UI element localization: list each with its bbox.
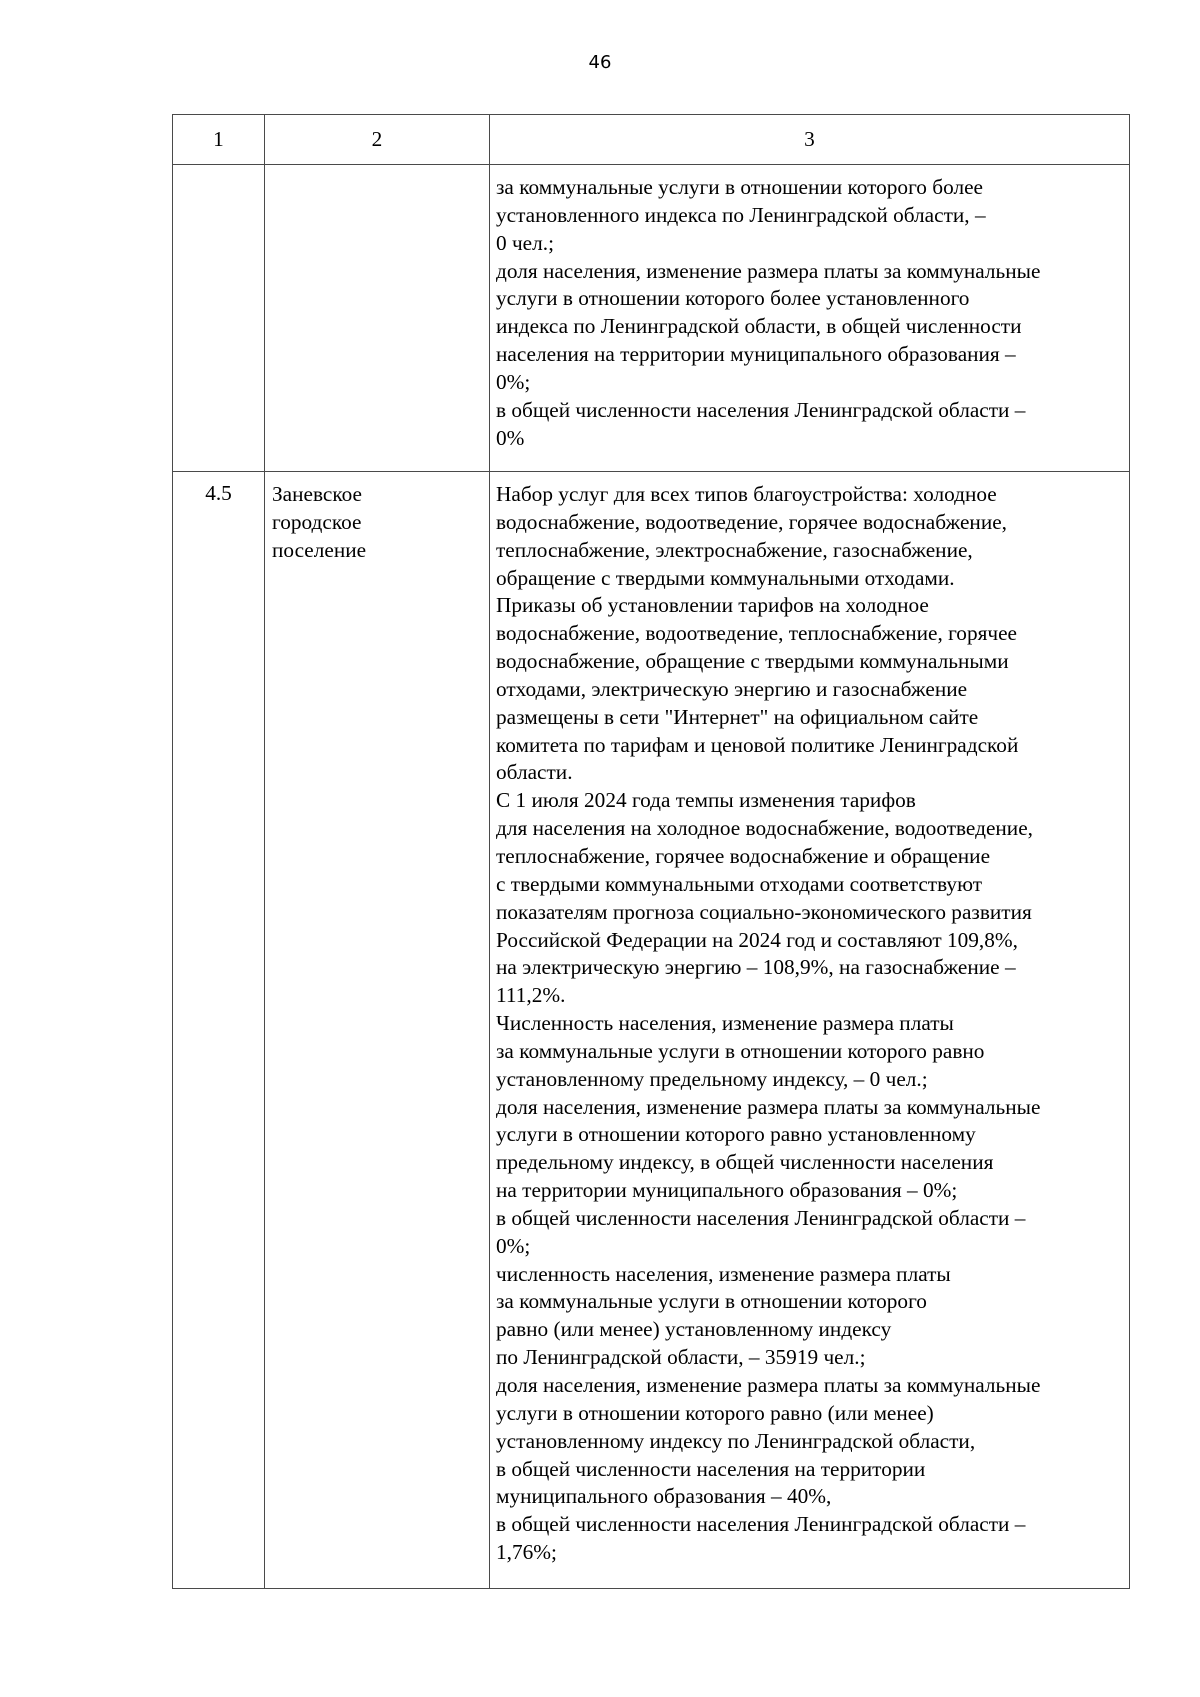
text-line: в общей численности населения Ленинградской области –: [496, 1205, 1026, 1230]
description-cell: [490, 472, 1130, 1589]
text-line: размещены в сети "Интернет" на официальном сайте: [496, 704, 979, 729]
page-number: 46: [588, 52, 612, 73]
table-row: [173, 472, 1130, 1589]
text-line: услуги в отношении которого равно (или менее): [496, 1400, 934, 1425]
description-text: [496, 481, 1129, 1567]
text-line: 0 чел.;: [496, 230, 555, 255]
document-table: [172, 114, 1130, 1589]
text-line: услуги в отношении которого более установленного: [496, 286, 970, 311]
text-line: комитета по тарифам и ценовой политике Ленинградской: [496, 732, 1019, 757]
text-line: доля населения, изменение размера платы за коммунальные: [496, 1373, 1041, 1397]
text-line: теплоснабжение, электроснабжение, газоснабжение,: [496, 537, 973, 562]
text-line: 1,76%;: [496, 1540, 557, 1565]
text-line: установленного индекса по Ленинградской области, –: [496, 202, 986, 227]
text-line: 111,2%.: [496, 983, 566, 1008]
text-line: водоснабжение, водоотведение, теплоснабжение, горячее: [496, 621, 1018, 646]
header-col-1: 1: [173, 115, 265, 165]
text-line: С 1 июля 2024 года темпы изменения тарифов: [496, 788, 916, 813]
text-line: за коммунальные услуги в отношении которого: [496, 1289, 927, 1314]
text-line: Заневское: [272, 482, 362, 506]
text-line: обращение с твердыми коммунальными отходами.: [496, 565, 955, 590]
text-line: на территории муниципального образования – 0%;: [496, 1178, 958, 1203]
text-line: на электрическую энергию – 108,9%, на газоснабжение –: [496, 955, 1016, 980]
text-line: с твердыми коммунальными отходами соответствуют: [496, 871, 983, 896]
description-cell: [490, 165, 1130, 472]
text-line: равно (или менее) установленному индексу: [496, 1317, 892, 1342]
municipality-name: [265, 472, 490, 1589]
municipality-name-text: [272, 481, 489, 565]
text-line: доля населения, изменение размера платы за коммунальные: [496, 1094, 1041, 1119]
text-line: водоснабжение, обращение с твердыми коммунальными: [496, 649, 1009, 674]
header-col-3: 3: [490, 115, 1130, 165]
text-line: теплоснабжение, горячее водоснабжение и обращение: [496, 843, 991, 868]
text-line: отходами, электрическую энергию и газоснабжение: [496, 676, 968, 701]
text-line: поселение: [272, 537, 367, 562]
text-line: в общей численности населения Ленинградской области –: [496, 1512, 1026, 1537]
text-line: Приказы об установлении тарифов на холодное: [496, 593, 929, 618]
municipality-name: [265, 165, 490, 472]
text-line: для населения на холодное водоснабжение, водоотведение,: [496, 816, 1033, 841]
text-line: муниципального образования – 40%,: [496, 1484, 832, 1509]
text-line: в общей численности населения на территории: [496, 1456, 926, 1481]
text-line: по Ленинградской области, – 35919 чел.;: [496, 1345, 866, 1370]
text-line: водоснабжение, водоотведение, горячее водоснабжение,: [496, 509, 1007, 534]
header-col-2: 2: [265, 115, 490, 165]
text-line: Набор услуг для всех типов благоустройства: холодное: [496, 482, 997, 506]
text-line: показателям прогноза социально-экономического развития: [496, 899, 1032, 924]
text-line: установленному предельному индексу, – 0 чел.;: [496, 1066, 928, 1091]
text-line: индекса по Ленинградской области, в общей численности: [496, 314, 1022, 339]
table-row: [173, 165, 1130, 472]
text-line: предельному индексу, в общей численности населения: [496, 1150, 994, 1175]
description-text: [496, 174, 1129, 452]
text-line: Численность населения, изменение размера платы: [496, 1011, 954, 1036]
text-line: 0%: [496, 425, 525, 450]
text-line: численность населения, изменение размера платы: [496, 1261, 951, 1286]
table-header-row: [173, 115, 1130, 165]
text-line: области.: [496, 760, 573, 785]
text-line: населения на территории муниципального образования –: [496, 342, 1016, 367]
text-line: Российской Федерации на 2024 год и составляют 109,8%,: [496, 927, 1018, 952]
text-line: в общей численности населения Ленинградской области –: [496, 397, 1026, 422]
text-line: доля населения, изменение размера платы за коммунальные: [496, 258, 1041, 283]
row-number: [173, 165, 265, 472]
text-line: городское: [272, 509, 362, 534]
text-line: установленному индексу по Ленинградской области,: [496, 1428, 976, 1453]
row-number: 4.5: [173, 472, 265, 1589]
text-line: за коммунальные услуги в отношении которого более: [496, 175, 983, 199]
text-line: 0%;: [496, 369, 531, 394]
text-line: услуги в отношении которого равно установленному: [496, 1122, 976, 1147]
text-line: 0%;: [496, 1233, 531, 1258]
text-line: за коммунальные услуги в отношении которого равно: [496, 1038, 985, 1063]
